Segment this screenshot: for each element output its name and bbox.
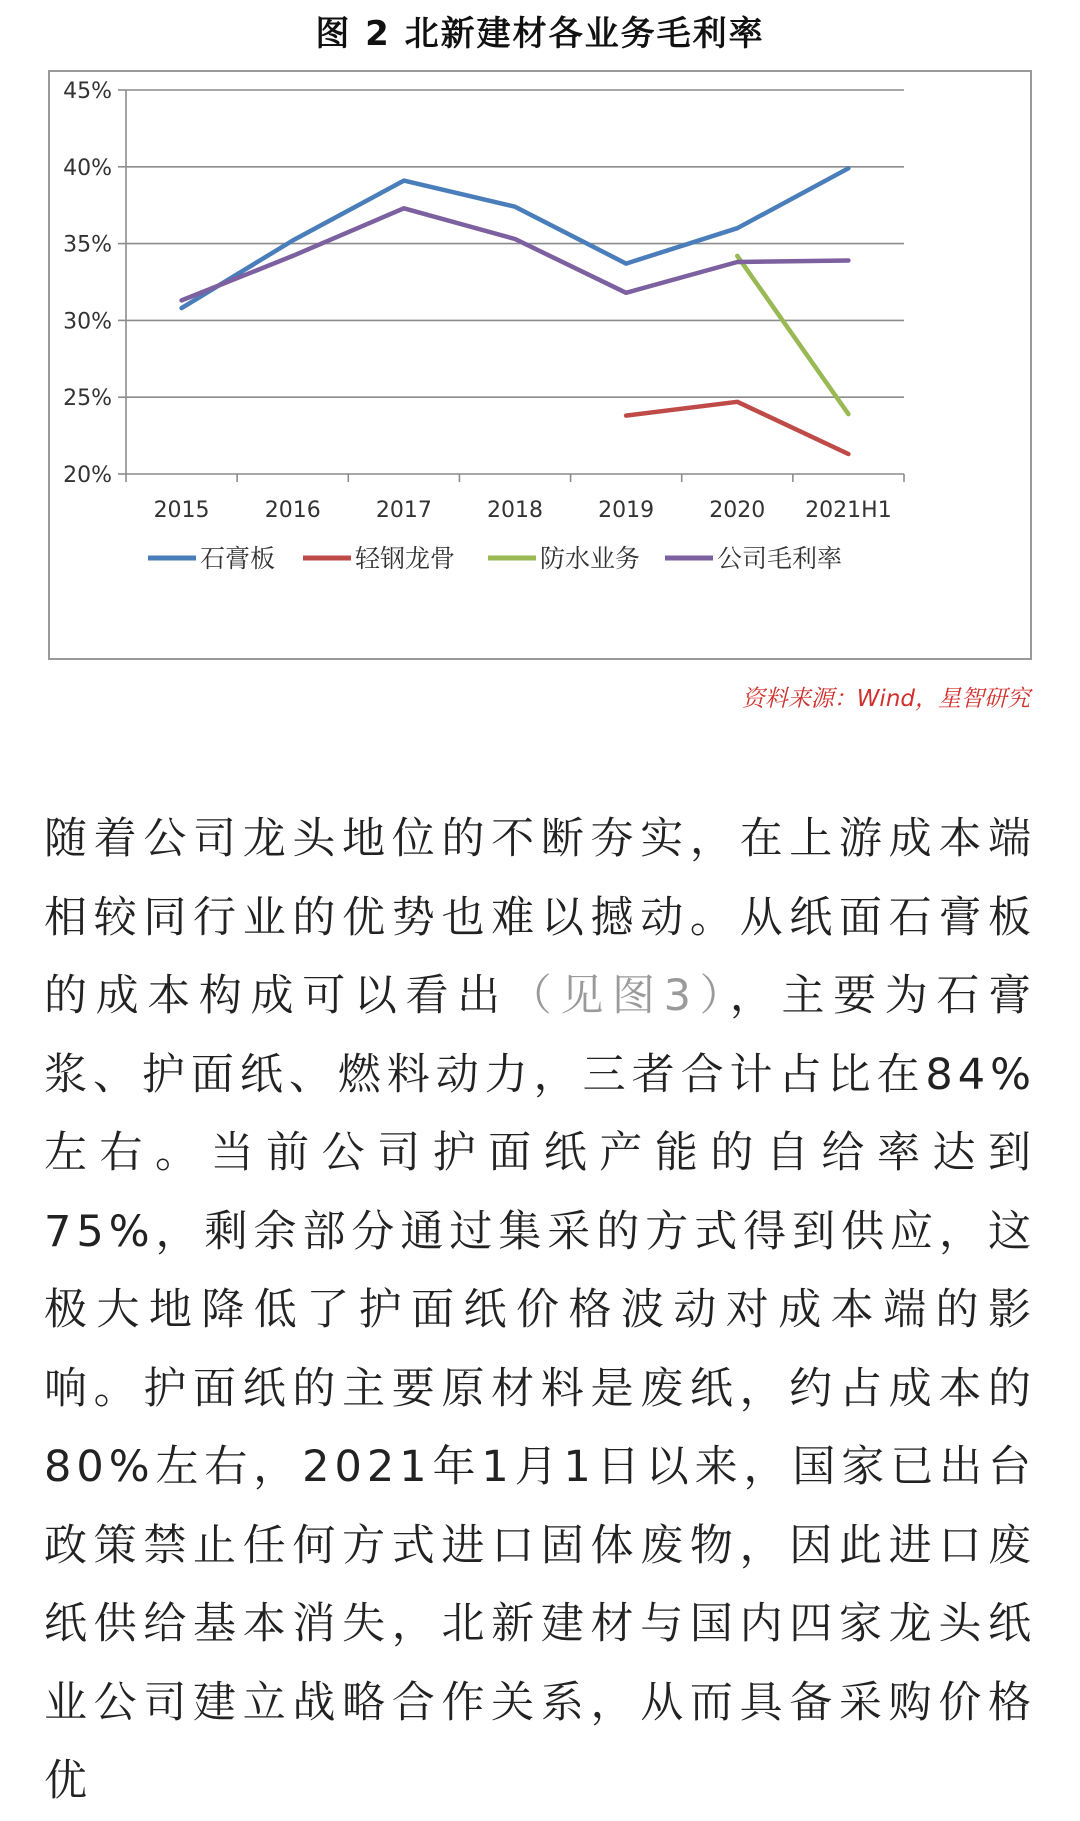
article-paragraph xyxy=(44,800,1036,1821)
x-tick-label: 2019 xyxy=(598,498,654,523)
x-tick-label: 2015 xyxy=(154,498,210,523)
article-text-part1: 随着公司龙头地位的不断夯实，在上游成本端相较同行业的优势也难以撼动。从纸面石膏板的成本构成可以看出 xyxy=(44,814,1036,1021)
y-tick-label: 20% xyxy=(63,463,112,488)
article-text-part2: ，主要为石膏浆、护面纸、燃料动力，三者合计占比在84%左右。当前公司护面纸产能的自给率达到75%，剩余部分通过集采的方式得到供应，这极大地降低了护面纸价格波动对成本端的影响。护面纸的主要原材料是废纸，约占成本的80%左右，2021年1月1日以来，国家已出台政策禁止任何方式进口固体废物，因此进口废纸供给基本消失，北新建材与国内四家龙头纸业公司建立战略合作关系，从而具备采购价格优 xyxy=(44,971,1036,1806)
series-line-2 xyxy=(737,256,848,414)
legend-label: 石膏板 xyxy=(200,544,275,573)
margin-line-chart xyxy=(48,70,1032,660)
legend-label: 轻钢龙骨 xyxy=(355,544,455,573)
y-tick-label: 25% xyxy=(63,386,112,411)
y-tick-label: 45% xyxy=(63,79,112,104)
x-tick-label: 2017 xyxy=(376,498,432,523)
x-tick-label: 2018 xyxy=(487,498,543,523)
series-line-1 xyxy=(626,402,848,454)
legend-label: 防水业务 xyxy=(540,544,640,573)
legend-label: 公司毛利率 xyxy=(717,544,842,573)
x-tick-label: 2016 xyxy=(265,498,321,523)
figure-reference: （见图3） xyxy=(509,971,730,1021)
figure-title: 图 2 北新建材各业务毛利率 xyxy=(0,6,1080,55)
y-tick-label: 35% xyxy=(63,233,112,258)
x-tick-label: 2020 xyxy=(709,498,765,523)
y-tick-label: 40% xyxy=(63,156,112,181)
x-tick-label: 2021H1 xyxy=(805,498,892,523)
data-source-note: 资料来源：Wind，星智研究 xyxy=(742,680,1030,713)
y-tick-label: 30% xyxy=(63,309,112,334)
